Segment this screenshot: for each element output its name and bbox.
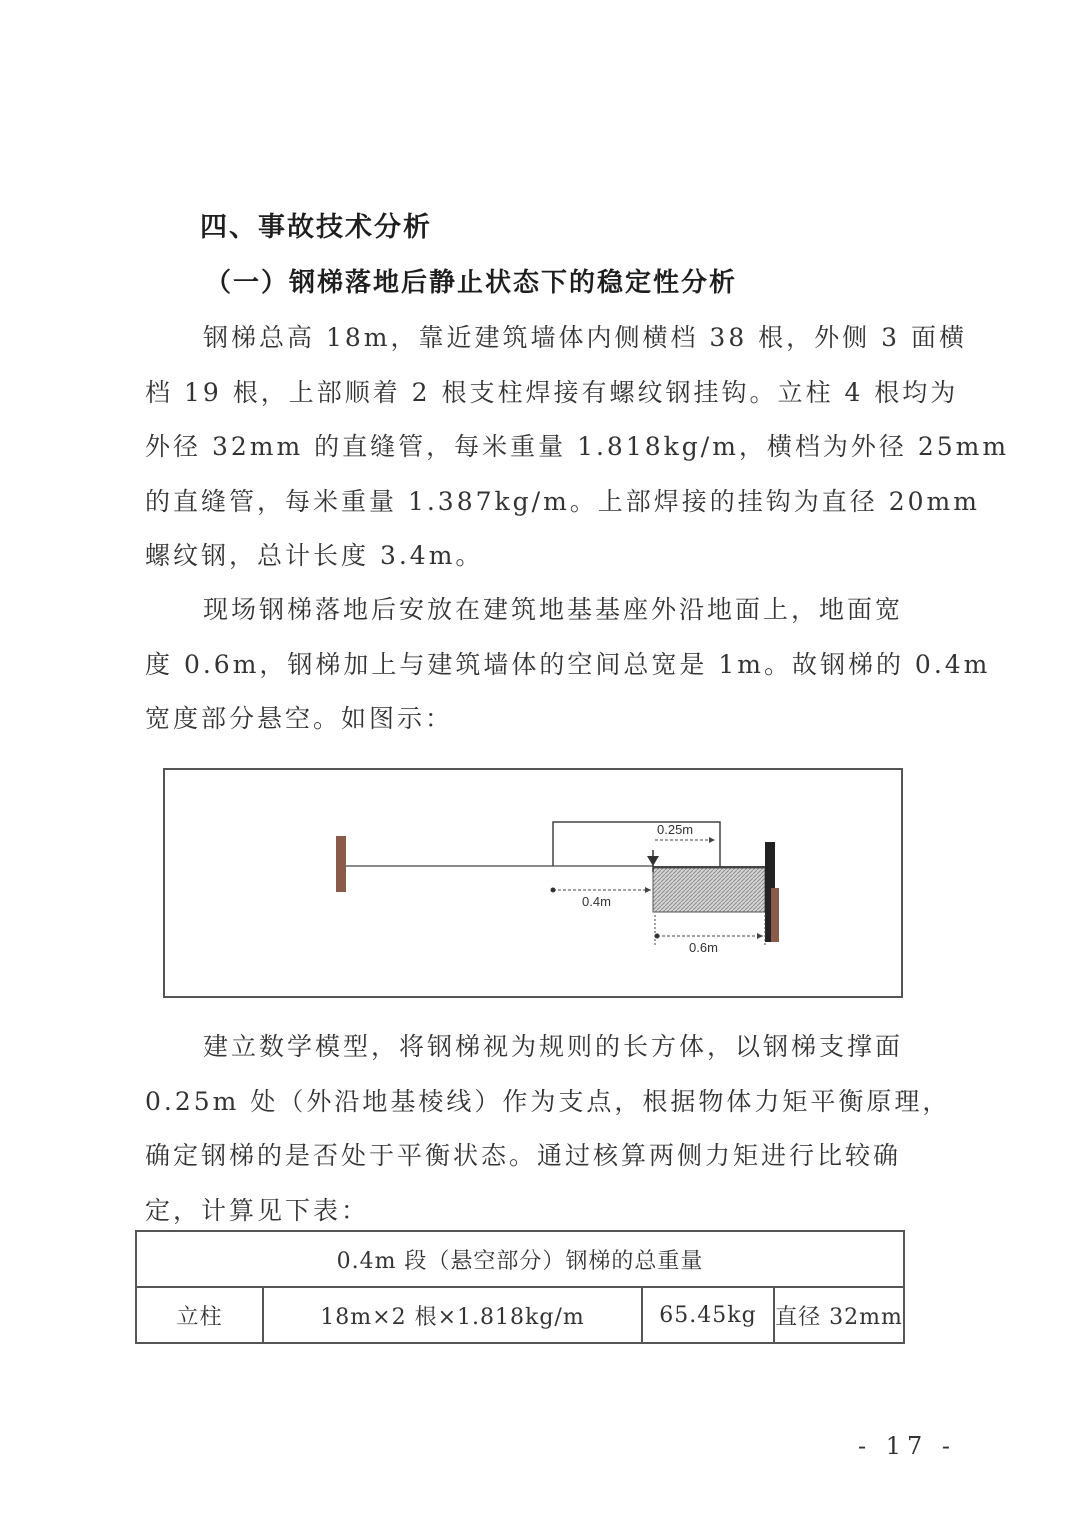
dimension-025-bracket [553, 822, 720, 866]
table-row [136, 1287, 904, 1343]
diagram-svg [165, 770, 901, 996]
section-heading: 四、事故技术分析 [200, 212, 432, 243]
text-line: 的直缝管，每米重量 1.387kg/m。上部焊接的挂钩为直径 20mm [145, 486, 980, 516]
text-line: 档 19 根，上部顺着 2 根支柱焊接有螺纹钢挂钩。立柱 4 根均为 [145, 377, 959, 407]
page-number: - 17 - [858, 1432, 957, 1460]
table-header-row [136, 1231, 904, 1287]
table-header: 0.4m 段（悬空部分）钢梯的总重量 [136, 1231, 904, 1287]
ladder-placement-diagram [163, 768, 903, 998]
label-025: 0.25m [657, 822, 694, 837]
text-line: 0.25m 处（外沿地基棱线）作为支点，根据物体力矩平衡原理， [145, 1086, 951, 1116]
table-cell-weight: 65.45kg [642, 1287, 774, 1343]
text-line: 宽度部分悬空。如图示： [145, 704, 454, 733]
table-cell-formula: 18m×2 根×1.818kg/m [263, 1287, 642, 1343]
text-line: 度 0.6m，钢梯加上与建筑墙体的空间总宽是 1m。故钢梯的 0.4m [145, 649, 991, 679]
text-line: 确定钢梯的是否处于平衡状态。通过核算两侧力矩进行比较确 [145, 1141, 902, 1170]
text-line: 建立数学模型，将钢梯视为规则的长方体，以钢梯支撑面 [203, 1032, 904, 1061]
paragraph-ladder-specs [145, 311, 1010, 584]
ladder-left-end [336, 836, 346, 892]
text-line: 定，计算见下表： [145, 1195, 370, 1225]
table-cell-item: 立柱 [136, 1287, 263, 1343]
weight-calculation-table [135, 1230, 905, 1344]
foundation-block [653, 868, 765, 912]
paragraph-site-placement [145, 583, 991, 747]
label-06: 0.6m [689, 940, 718, 955]
text-line: 现场钢梯落地后安放在建筑地基基座外沿地面上，地面宽 [203, 595, 904, 624]
subsection-heading: （一）钢梯落地后静止状态下的稳定性分析 [205, 268, 738, 298]
table-cell-note: 直径 32mm [774, 1287, 904, 1343]
paragraph-model [145, 1020, 951, 1238]
label-04: 0.4m [582, 894, 611, 909]
text-line: 螺纹钢，总计长度 3.4m。 [145, 541, 484, 570]
text-line: 钢梯总高 18m，靠近建筑墙体内侧横档 38 根，外侧 3 面横 [203, 323, 967, 352]
text-line: 外径 32mm 的直缝管，每米重量 1.818kg/m，横档为外径 25mm [145, 432, 1010, 461]
